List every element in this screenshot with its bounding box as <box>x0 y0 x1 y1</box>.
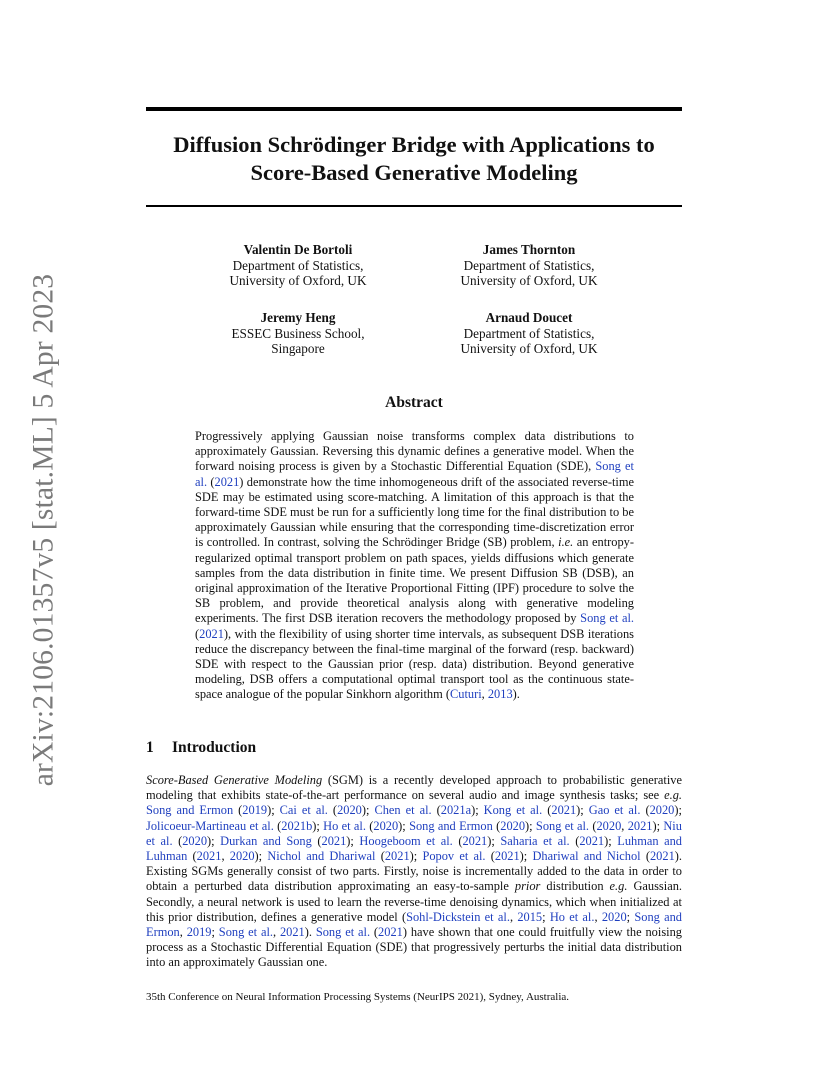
citation-link[interactable]: 2021 <box>494 849 520 864</box>
title-line-1: Diffusion Schrödinger Bridge with Applications to <box>173 132 655 157</box>
author-name: Arnaud Doucet <box>485 310 573 325</box>
intro-text-segment: ( <box>589 818 597 833</box>
citation-link[interactable]: 2021 <box>551 803 577 818</box>
citation-link[interactable]: 2019 <box>186 925 212 940</box>
intro-text-segment: ); <box>312 818 324 833</box>
intro-text-segment: . Existing SGMs generally consist of two parts. Firstly, noise is incrementally added to the data in order to obtain a perturbed data distribution approximating an easy-to-sample <box>146 849 683 894</box>
intro-text-segment: ); <box>346 833 360 848</box>
intro-text-segment: ); <box>604 833 618 848</box>
intro-text-segment: ; <box>542 909 550 924</box>
citation-link[interactable]: 2021 <box>214 474 240 489</box>
author-affiliation: Department of Statistics, <box>463 257 595 273</box>
citation-link[interactable]: 2013 <box>487 687 513 702</box>
section-number: 1 <box>146 739 154 756</box>
intro-text-segment: ); <box>361 803 375 818</box>
intro-text-segment: ( <box>431 803 441 818</box>
author-block <box>183 310 413 357</box>
section-heading <box>146 739 256 757</box>
citation-link[interactable]: 2021 <box>649 849 675 864</box>
intro-text-segment: ( <box>542 803 552 818</box>
abstract-text-segment: ) demonstrate how the time inhomogeneous drift of the associated reverse-time SDE may be estimated using score-matching. A limitation of this approach is that the forward-time SDE must be run for a sufficiently long time for the final distribution to be approximately Gaussian while ensuring that the corresponding time-discretization error is controlled. In contrast, solving the Schrödinger Bridge (SB) problem, <box>195 474 634 550</box>
intro-text-segment: ( <box>327 803 338 818</box>
citation-link[interactable]: Saharia et al. <box>500 833 570 848</box>
intro-text-segment: Score-Based Generative Modeling <box>146 773 323 787</box>
citation-link[interactable]: 2021a <box>440 803 472 818</box>
citation-link[interactable]: Luhman and Luhman <box>146 833 683 864</box>
intro-text-segment: ); <box>398 818 410 833</box>
intro-text-segment: ( <box>640 849 650 864</box>
citation-link[interactable]: 2021b <box>281 818 313 833</box>
intro-text-segment: ( <box>640 803 650 818</box>
author-affiliation: Department of Statistics, <box>232 257 364 273</box>
author-affiliation: Department of Statistics, <box>463 325 595 341</box>
intro-text-segment: ); <box>254 849 268 864</box>
citation-link[interactable]: Song et al. <box>535 818 590 833</box>
conference-footnote: 35th Conference on Neural Information Processing Systems (NeurIPS 2021), Sydney, Australia. <box>146 991 570 1003</box>
citation-link[interactable]: 2021 <box>196 849 222 864</box>
citation-link[interactable]: 2020 <box>337 803 362 818</box>
intro-text-segment: ); <box>576 803 589 818</box>
citation-link[interactable]: Song et al. <box>315 925 371 940</box>
intro-text-segment: ); <box>487 833 501 848</box>
intro-text-segment: ( <box>273 818 282 833</box>
citation-link[interactable]: Cai et al. <box>279 803 328 818</box>
citation-link[interactable]: Nichol and Dhariwal <box>267 849 376 864</box>
citation-link[interactable]: Niu et al. <box>146 818 682 848</box>
intro-text-segment: , <box>179 925 187 940</box>
intro-text-segment: ( <box>452 833 463 848</box>
author-name: James Thornton <box>482 242 576 257</box>
author-block <box>414 242 644 289</box>
intro-text-segment: ( <box>370 925 379 940</box>
introduction-text <box>146 773 682 971</box>
citation-link[interactable]: 2019 <box>242 803 268 818</box>
citation-link[interactable]: 2021 <box>378 925 403 940</box>
intro-text-segment: , <box>273 925 280 940</box>
title-top-rule <box>146 107 682 111</box>
author-block <box>183 242 413 289</box>
author-affiliation: University of Oxford, UK <box>460 341 598 356</box>
citation-link[interactable]: 2020 <box>601 909 627 924</box>
abstract-text-segment: ( <box>207 474 215 489</box>
intro-text-segment: ( <box>172 833 183 848</box>
intro-text-segment: ) <box>674 849 679 864</box>
citation-link[interactable]: 2021 <box>627 818 653 833</box>
intro-text-segment: ); <box>674 803 682 818</box>
author-affiliation: Singapore <box>271 341 325 356</box>
intro-text-segment: ); <box>519 849 533 864</box>
intro-text-segment: ) have shown that one could fruitfully view the noising process as a Stochastic Differential Equation (SDE) that progressively perturbs the initial data distribution into an approximately Gaussian one. <box>146 925 682 970</box>
intro-text-segment: prior <box>514 879 541 894</box>
title-bottom-rule <box>146 205 682 207</box>
citation-link[interactable]: Dhariwal and Nichol <box>532 849 641 864</box>
citation-link[interactable]: Sohl-Dickstein et al. <box>406 909 510 924</box>
intro-text-segment: ( <box>485 849 495 864</box>
intro-text-segment: ; <box>211 925 219 940</box>
abstract-text <box>195 429 634 703</box>
citation-link[interactable]: Ho et al. <box>323 818 366 833</box>
author-affiliation: ESSEC Business School, <box>231 325 365 341</box>
abstract-text-segment: an entropy-regularized optimal transport problem on path spaces, yields diffusions which generate samples from the data distribution in finite time. We present Diffusion SB (DSB), an original approximation of the Iterative Proportional Fitting (IPF) procedure to solve the SB problem, and provide theoretical analysis along with generative modeling experiments. The first DSB iteration recovers the methodology proposed by <box>195 535 634 626</box>
citation-link[interactable]: Song and Ermon <box>409 818 493 833</box>
citation-link[interactable]: Song and Ermon <box>146 803 234 818</box>
citation-link[interactable]: 2021 <box>321 833 347 848</box>
intro-text-segment: , <box>594 909 602 924</box>
citation-link[interactable]: 2020 <box>500 818 526 833</box>
author-name: Jeremy Heng <box>260 310 336 325</box>
citation-group <box>267 849 679 863</box>
intro-text-segment: (SGM) is a recently developed approach to probabilistic generative modeling that exhibits state-of-the-art performance on several audio and image synthesis tasks; see <box>146 773 682 803</box>
citation-link[interactable]: 2021 <box>384 849 410 864</box>
citation-link[interactable]: Hoogeboom et al. <box>359 833 453 848</box>
abstract-text-segment: ). <box>512 687 520 702</box>
intro-text-segment: distribution <box>540 879 610 894</box>
intro-text-segment: e.g. <box>664 788 682 803</box>
intro-text-segment: ( <box>311 833 322 848</box>
citation-link[interactable]: Durkan and Song <box>220 833 312 848</box>
abstract-heading: Abstract <box>385 394 443 411</box>
abstract-text-segment: Progressively applying Gaussian noise transforms complex data distributions to approximately Gaussian. Reversing this dynamic defines a generative model. When the forward noising process is given by a Stochastic Differential Equation (SDE), <box>195 429 634 474</box>
citation-link[interactable]: Cuturi <box>449 687 482 702</box>
paper-title <box>146 131 682 187</box>
citation-link[interactable]: 2020 <box>649 803 675 818</box>
title-line-2: Score-Based Generative Modeling <box>250 160 578 185</box>
author-affiliation: University of Oxford, UK <box>229 273 367 288</box>
intro-text-segment: , <box>509 909 518 924</box>
intro-text-segment: ); <box>471 803 484 818</box>
intro-text-segment: ). <box>304 925 316 940</box>
intro-text-segment: ); <box>525 818 536 833</box>
intro-text-segment: , <box>221 849 230 864</box>
citation-link[interactable]: Song et al. <box>580 611 634 626</box>
intro-text-segment: ( <box>492 818 501 833</box>
author-block <box>414 310 644 357</box>
intro-text-segment: Gaussian. Secondly, a neural network is used to learn the reverse-time denoising dynamics, which when initialized at this prior distribution, defines a generative model ( <box>146 879 682 924</box>
arxiv-identifier: arXiv:2106.01357v5 [stat.ML] 5 Apr 2023 <box>27 273 60 787</box>
author-name: Valentin De Bortoli <box>243 242 353 257</box>
citation-link[interactable]: 2021 <box>462 833 488 848</box>
abstract-text-segment: ( <box>195 626 200 641</box>
intro-text-segment: e.g. <box>609 879 628 894</box>
citation-link[interactable]: Kong et al. <box>483 803 543 818</box>
intro-text-segment: ; <box>626 909 635 924</box>
section-title: Introduction <box>172 739 257 756</box>
intro-text-segment: ( <box>233 803 243 818</box>
citation-link[interactable]: Song et al. <box>218 925 273 940</box>
citation-link[interactable]: Chen et al. <box>374 803 432 818</box>
citation-link[interactable]: 2021 <box>279 925 305 940</box>
citation-link[interactable]: Popov et al. <box>422 849 486 864</box>
intro-text-segment: ( <box>365 818 374 833</box>
intro-text-segment: ); <box>207 833 221 848</box>
abstract-text-segment: ), with the flexibility of using shorter time intervals, as subsequent DSB iterations reduce the discrepancy between the final-time marginal of the forward (resp. backward) SDE with respect to the Gaussian prior (resp. data) distribution. Beyond generative modeling, DSB offers a computational optimal transport tool as the continuous state-space analogue of the popular Sinkhorn algorithm ( <box>195 626 634 702</box>
abstract-text-segment: , <box>481 687 488 702</box>
citation-link[interactable]: 2020 <box>596 818 622 833</box>
intro-text-segment: , <box>621 818 628 833</box>
citation-link[interactable]: 2021 <box>579 833 605 848</box>
intro-text-segment: ( <box>569 833 580 848</box>
citation-link[interactable]: Song and Ermon <box>146 909 682 940</box>
citation-link[interactable]: 2021 <box>199 626 224 641</box>
citation-link[interactable]: 2020 <box>373 818 399 833</box>
citation-link[interactable]: 2020 <box>229 849 255 864</box>
intro-text-segment: ); <box>409 849 423 864</box>
intro-text-segment: ( <box>375 849 385 864</box>
author-affiliation: University of Oxford, UK <box>460 273 598 288</box>
abstract-text-segment: i.e. <box>558 535 574 550</box>
citation-link[interactable]: Ho et al. <box>549 909 595 924</box>
intro-text-segment: ); <box>652 818 664 833</box>
intro-text-segment: ); <box>267 803 280 818</box>
citation-link[interactable]: Gao et al. <box>588 803 641 818</box>
citation-link[interactable]: 2015 <box>517 909 543 924</box>
citation-link[interactable]: 2020 <box>182 833 208 848</box>
intro-text-segment: ( <box>187 849 197 864</box>
citation-link[interactable]: Jolicoeur-Martineau et al. <box>146 818 274 833</box>
citation-link[interactable]: Song et al. <box>195 459 634 489</box>
